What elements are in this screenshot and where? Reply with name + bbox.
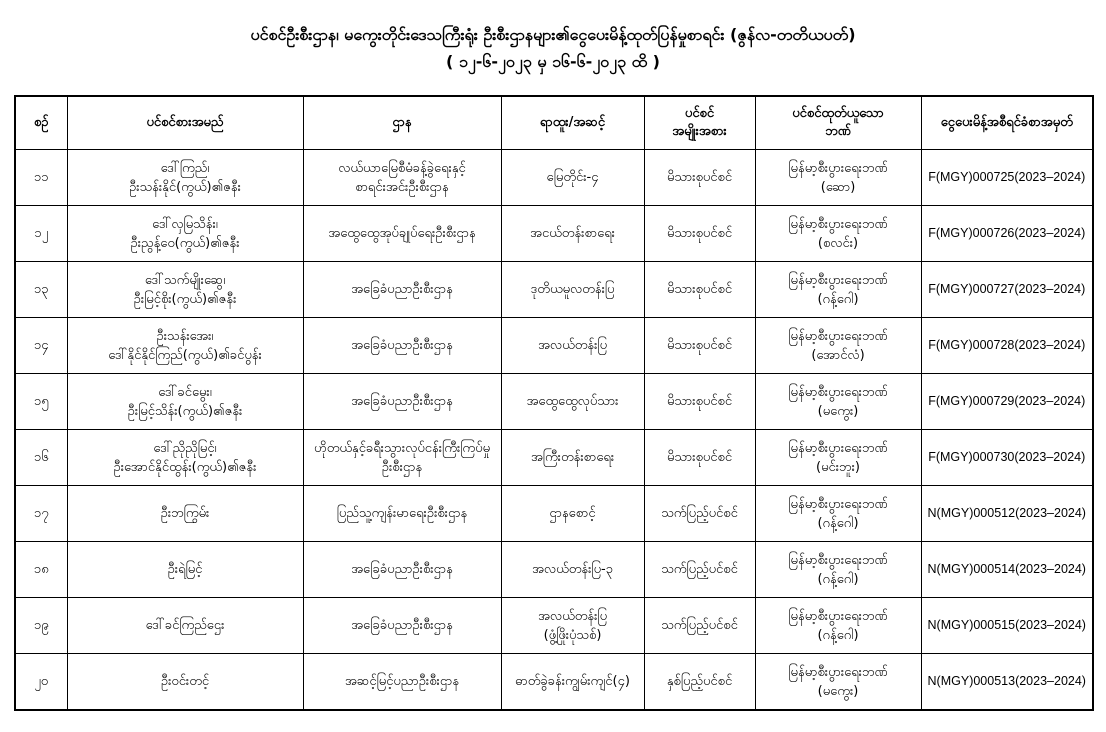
table-row <box>15 374 1093 430</box>
department-cell: အခြေခံပညာဦးစီးဌာန <box>303 598 501 654</box>
pensioner-name-cell: ဦးသန်းအေး၊ ဒေါ်နိုင်နိုင်ကြည်(ကွယ်)၏ခင်ပွန်း <box>67 318 303 374</box>
bank-cell: မြန်မာ့စီးပွားရေးဘဏ် (ဆော) <box>755 150 921 206</box>
rank-cell: အငယ်တန်းစာရေး <box>501 206 644 262</box>
report-number-cell: F(MGY)000725(2023–2024) <box>921 150 1093 206</box>
pension-type-cell: မိသားစုပင်စင် <box>644 150 755 206</box>
table-row <box>15 206 1093 262</box>
pension-type-cell: သက်ပြည့်ပင်စင် <box>644 542 755 598</box>
pensioner-name-cell: ဦးရဲမြင့် <box>67 542 303 598</box>
table-body <box>15 150 1093 711</box>
department-cell: ဟိုတယ်နှင့်ခရီးသွားလုပ်ငန်းကြီးကြပ်မှု ဦးစီးဌာန <box>303 430 501 486</box>
report-number-cell: F(MGY)000727(2023–2024) <box>921 262 1093 318</box>
table-header-row <box>15 96 1093 150</box>
rank-cell: ဌာနစောင့် <box>501 486 644 542</box>
report-number-cell: N(MGY)000513(2023–2024) <box>921 654 1093 711</box>
bank-cell: မြန်မာ့စီးပွားရေးဘဏ် (ဂန့်ဂေါ) <box>755 262 921 318</box>
pension-type-cell: နှစ်ပြည့်ပင်စင် <box>644 654 755 711</box>
department-cell: အထွေထွေအုပ်ချုပ်ရေးဦးစီးဌာန <box>303 206 501 262</box>
row-number-cell: ၁၇ <box>15 486 67 542</box>
bank-cell: မြန်မာ့စီးပွားရေးဘဏ် (စလင်း) <box>755 206 921 262</box>
department-cell: အခြေခံပညာဦးစီးဌာန <box>303 374 501 430</box>
table-row <box>15 542 1093 598</box>
row-number-cell: ၁၁ <box>15 150 67 206</box>
pension-type-cell: မိသားစုပင်စင် <box>644 374 755 430</box>
pension-type-cell: မိသားစုပင်စင် <box>644 430 755 486</box>
table-row <box>15 318 1093 374</box>
report-number-cell: N(MGY)000514(2023–2024) <box>921 542 1093 598</box>
department-cell: အဆင့်မြင့်ပညာဦးစီးဌာန <box>303 654 501 711</box>
rank-cell: ဓာတ်ခွဲခန်းကျွမ်းကျင်(၄) <box>501 654 644 711</box>
rank-cell: မြေတိုင်း-၄ <box>501 150 644 206</box>
rank-cell: အကြီးတန်းစာရေး <box>501 430 644 486</box>
pensioner-name-cell: ဒေါ်သက်မျိုးဆွေ၊ ဦးမြင့်စိုး(ကွယ်)၏ဇနီး <box>67 262 303 318</box>
report-number-cell: F(MGY)000728(2023–2024) <box>921 318 1093 374</box>
table-row <box>15 598 1093 654</box>
row-number-cell: ၁၉ <box>15 598 67 654</box>
pensioner-name-cell: ဒေါ်ကြည်၊ ဦးသန်းနိုင်(ကွယ်)၏ဇနီး <box>67 150 303 206</box>
report-number-cell: F(MGY)000729(2023–2024) <box>921 374 1093 430</box>
report-number-cell: F(MGY)000730(2023–2024) <box>921 430 1093 486</box>
bank-cell: မြန်မာ့စီးပွားရေးဘဏ် (မကွေး) <box>755 654 921 711</box>
pensioner-name-cell: ဒေါ်ခင်မွေး၊ ဦးမြင့်သိန်း(ကွယ်)၏ဇနီး <box>67 374 303 430</box>
pensioner-name-cell: ဒေါ်လှမြသိန်း၊ ဦးညွန့်ဝေ(ကွယ်)၏ဇနီး <box>67 206 303 262</box>
row-number-cell: ၁၅ <box>15 374 67 430</box>
table-row <box>15 654 1093 711</box>
bank-cell: မြန်မာ့စီးပွားရေးဘဏ် (မင်းဘူး) <box>755 430 921 486</box>
row-number-cell: ၁၈ <box>15 542 67 598</box>
col-bank-header: ပင်စင်ထုတ်ယူသော ဘဏ် <box>755 96 921 150</box>
pensioner-name-cell: ဦးဘကြွမ်း <box>67 486 303 542</box>
row-number-cell: ၂၀ <box>15 654 67 711</box>
rank-cell: အလယ်တန်းပြ (ဖွံ့ဖြိုးပုံသစ်) <box>501 598 644 654</box>
bank-cell: မြန်မာ့စီးပွားရေးဘဏ် (ဂန့်ဂေါ) <box>755 598 921 654</box>
document-header <box>0 22 1106 74</box>
pensioner-name-cell: ဒေါ်ခင်ကြည်ဌေး <box>67 598 303 654</box>
row-number-cell: ၁၆ <box>15 430 67 486</box>
col-rank-header: ရာထူး/အဆင့် <box>501 96 644 150</box>
pension-type-cell: မိသားစုပင်စင် <box>644 262 755 318</box>
col-report-no-header: ငွေပေးမိန့်အစီရင်ခံစာအမှတ် <box>921 96 1093 150</box>
rank-cell: အထွေထွေလုပ်သား <box>501 374 644 430</box>
department-cell: ပြည်သူ့ကျန်းမာရေးဦးစီးဌာန <box>303 486 501 542</box>
pension-type-cell: သက်ပြည့်ပင်စင် <box>644 598 755 654</box>
pensioner-name-cell: ဦးဝင်းတင့် <box>67 654 303 711</box>
rank-cell: ဒုတိယမူလတန်းပြ <box>501 262 644 318</box>
bank-cell: မြန်မာ့စီးပွားရေးဘဏ် (မကွေး) <box>755 374 921 430</box>
department-cell: အခြေခံပညာဦးစီးဌာန <box>303 542 501 598</box>
rank-cell: အလယ်တန်းပြ <box>501 318 644 374</box>
pension-type-cell: မိသားစုပင်စင် <box>644 206 755 262</box>
pension-type-cell: သက်ပြည့်ပင်စင် <box>644 486 755 542</box>
table-row <box>15 262 1093 318</box>
col-pension-type-header: ပင်စင် အမျိုးအစား <box>644 96 755 150</box>
report-number-cell: N(MGY)000512(2023–2024) <box>921 486 1093 542</box>
table-row <box>15 150 1093 206</box>
bank-cell: မြန်မာ့စီးပွားရေးဘဏ် (ဂန့်ဂေါ) <box>755 542 921 598</box>
table-row <box>15 430 1093 486</box>
report-number-cell: F(MGY)000726(2023–2024) <box>921 206 1093 262</box>
col-name-header: ပင်စင်စားအမည် <box>67 96 303 150</box>
pension-type-cell: မိသားစုပင်စင် <box>644 318 755 374</box>
document-subtitle: ( ၁၂-၆-၂၀၂၃ မှ ၁၆-၆-၂၀၂၃ ထိ ) <box>446 52 660 71</box>
bank-cell: မြန်မာ့စီးပွားရေးဘဏ် (အောင်လံ) <box>755 318 921 374</box>
pension-table <box>14 95 1094 711</box>
document-title: ပင်စင်ဦးစီးဌာန၊ မကွေးတိုင်းဒေသကြီးရုံး ဦးစီးဌာနများ၏ငွေပေးမိန့်ထုတ်ပြန်မှုစာရင်း (ဇွန်လ-တတိယပတ်) <box>250 25 856 44</box>
department-cell: အခြေခံပညာဦးစီးဌာန <box>303 262 501 318</box>
department-cell: အခြေခံပညာဦးစီးဌာန <box>303 318 501 374</box>
row-number-cell: ၁၄ <box>15 318 67 374</box>
rank-cell: အလယ်တန်းပြ-၃ <box>501 542 644 598</box>
pensioner-name-cell: ဒေါ်ညိုညိုမြင့်၊ ဦးအောင်နိုင်ထွန်း(ကွယ်)၏ဇနီး <box>67 430 303 486</box>
bank-cell: မြန်မာ့စီးပွားရေးဘဏ် (ဂန့်ဂေါ) <box>755 486 921 542</box>
col-no-header: စဉ် <box>15 96 67 150</box>
table-row <box>15 486 1093 542</box>
report-number-cell: N(MGY)000515(2023–2024) <box>921 598 1093 654</box>
row-number-cell: ၁၂ <box>15 206 67 262</box>
department-cell: လယ်ယာမြေစီမံခန့်ခွဲရေးနှင့် စာရင်းအင်းဦးစီးဌာန <box>303 150 501 206</box>
col-department-header: ဌာန <box>303 96 501 150</box>
row-number-cell: ၁၃ <box>15 262 67 318</box>
